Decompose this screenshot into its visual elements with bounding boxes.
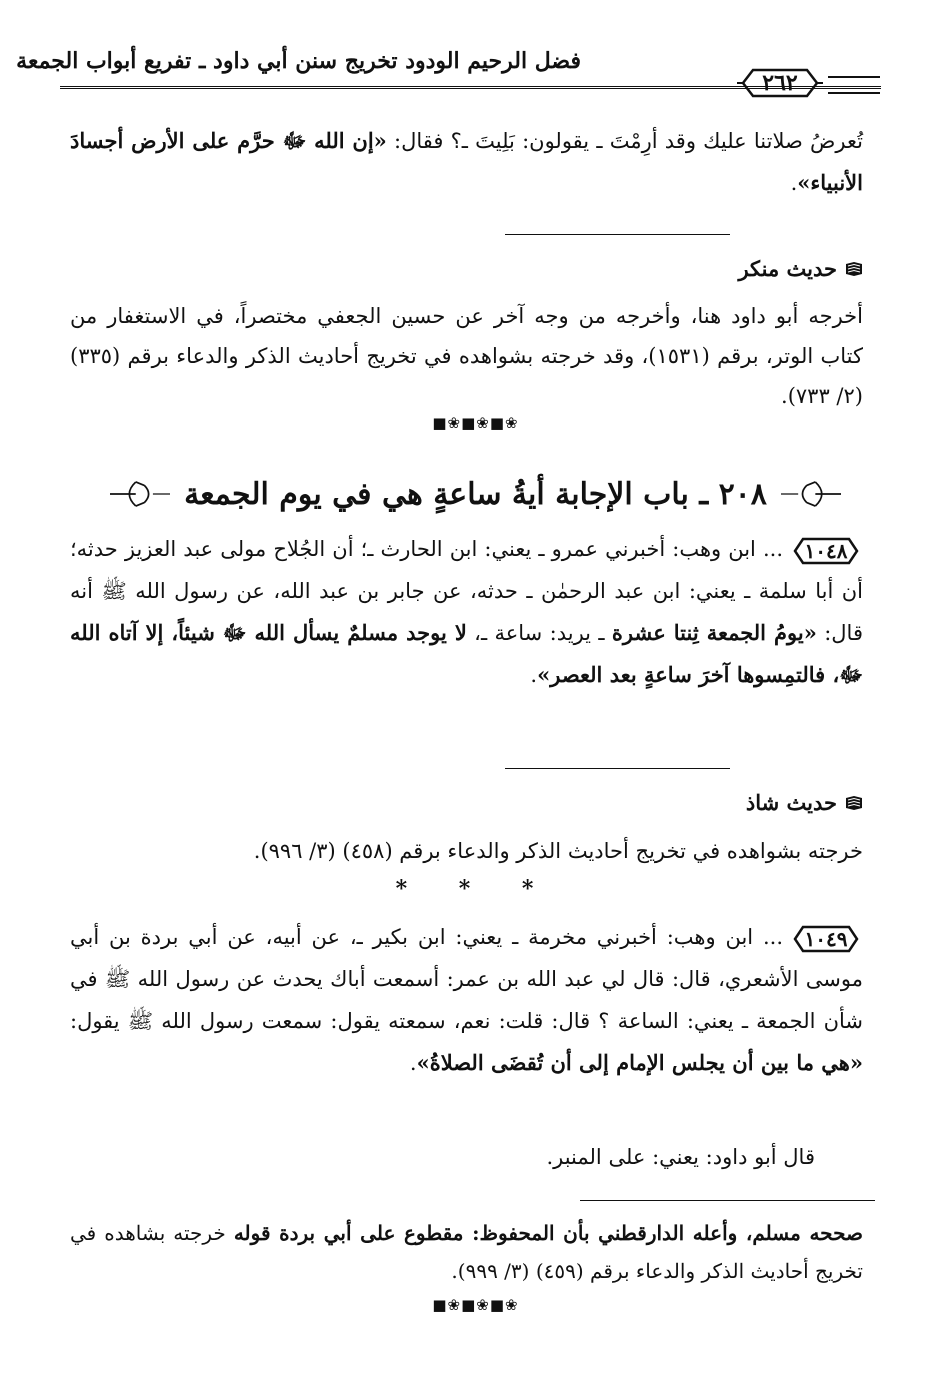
hadith-1048 [70,528,863,696]
hadith-isnad: ... ابن وهب: أخبرني مخرمة ـ يعني: ابن بكير ـ، عن أبيه، عن أبي بردة بن أبي موسى الأشعري، قال: قال لي عبد الله بن عمر: أسمعت أباك يحدث عن رسول الله ﷺ في شأن الجمعة ـ يعني: الساعة ؟ قال: قلت: نعم، سمعته يقول: سمعت رسول الله ﷺ يقول: [70,925,863,1033]
chapter-ornament-right-icon [781,474,841,514]
sentence-end: . [790,171,798,195]
sentence-end: . [530,663,538,687]
footnote-separator [505,768,730,769]
abu-dawud-note: قال أبو داود: يعني: على المنبر. [546,1145,815,1169]
page-number: ٢٦٢ [762,70,798,96]
hadith-matn-bold: «هي ما بين أن يجلس الإمام إلى أن تُقضَى الصلاةُ» [416,1050,863,1075]
header-ornament-lines [828,76,880,94]
hadith-number-badge [789,536,863,566]
footnote-separator [505,234,730,235]
grade-label: حديث منكر [738,256,837,281]
page-number-badge [735,66,825,100]
header-rule [60,86,881,89]
hadith-matn-bold: «يومُ الجمعة ثِنتا عشرة [611,620,817,645]
grade-verdict-bold: صححه مسلم، وأعله الدارقطني بأن المحفوظ: مقطوع على أبي بردة قوله [233,1221,863,1245]
chapter-heading [110,470,841,518]
section-stars: * * * [395,876,556,902]
grade-heading-shadh [746,790,863,815]
hadith-continuation [70,120,863,204]
hadith-1049 [70,916,863,1084]
hadith-number-badge [789,924,863,954]
hadith-matn-bold: لا يوجد مسلمٌ يسأل الله ﷻ شيئاً، إلا آتاه الله ﷻ، فالتمِسوها آخرَ ساعةٍ بعد العصر» [70,620,863,687]
sentence-end: . [409,1051,417,1075]
book-icon [845,261,863,277]
chapter-ornament-left-icon [110,474,170,514]
hadith-number: ١٠٤٨ [804,538,848,563]
chapter-title: ٢٠٨ ـ باب الإجابة أيةُ ساعةٍ هي في يوم الجمعة [184,476,767,512]
page-end-ornament: ❀■❀■❀■ [432,1296,519,1314]
hadith-number: ١٠٤٩ [804,926,848,951]
footnote-separator [580,1200,875,1201]
grade-label: حديث شاذ [745,790,837,815]
section-divider-ornament: ❀■❀■❀■ [432,414,519,432]
book-icon [845,795,863,811]
grade-heading-munkar [738,256,863,281]
grade-text: أخرجه أبو داود هنا، وأخرجه من وجه آخر عن حسين الجعفي مختصراً، في الاستغفار من كتاب الوتر، برقم (١٥٣١)، وقد خرجته بشواهده في تخريج أحاديث الذكر والدعاء برقم (٣٣٥) (٢/ ٧٣٣). [70,304,863,408]
hadith-matn-bold: «إن الله ﷻ حرَّم على الأرض أجسادَ الأنبياء» [70,128,863,195]
hadith-text: تُعرضُ صلاتنا عليك وقد أرِمْتَ ـ يقولون: بَلِيتَ ـ؟ فقال: [386,129,863,153]
running-header-title: فضل الرحيم الودود تخريج سنن أبي داود ـ تفريع أبواب الجمعة [16,48,581,74]
hadith-isnad: ... ابن وهب: أخبرني عمرو ـ يعني: ابن الحارث ـ؛ أن الجُلاح مولى عبد العزيز حدثه؛ أن أبا سلمة ـ يعني: ابن عبد الرحمٰن ـ حدثه، عن جابر بن عبد الله، عن رسول الله ﷺ أنه قال: [70,537,863,645]
hadith-aside: ـ يريد: ساعة ـ، [466,621,612,645]
grade-text: خرجته بشواهده في تخريج أحاديث الذكر والدعاء برقم (٤٥٨) (٣/ ٩٩٦). [253,839,863,863]
grade-text-footnote [70,1214,863,1290]
grade-text: خرجته بشاهده في تخريج أحاديث الذكر والدعاء برقم (٤٥٩) (٣/ ٩٩٩). [70,1221,863,1283]
